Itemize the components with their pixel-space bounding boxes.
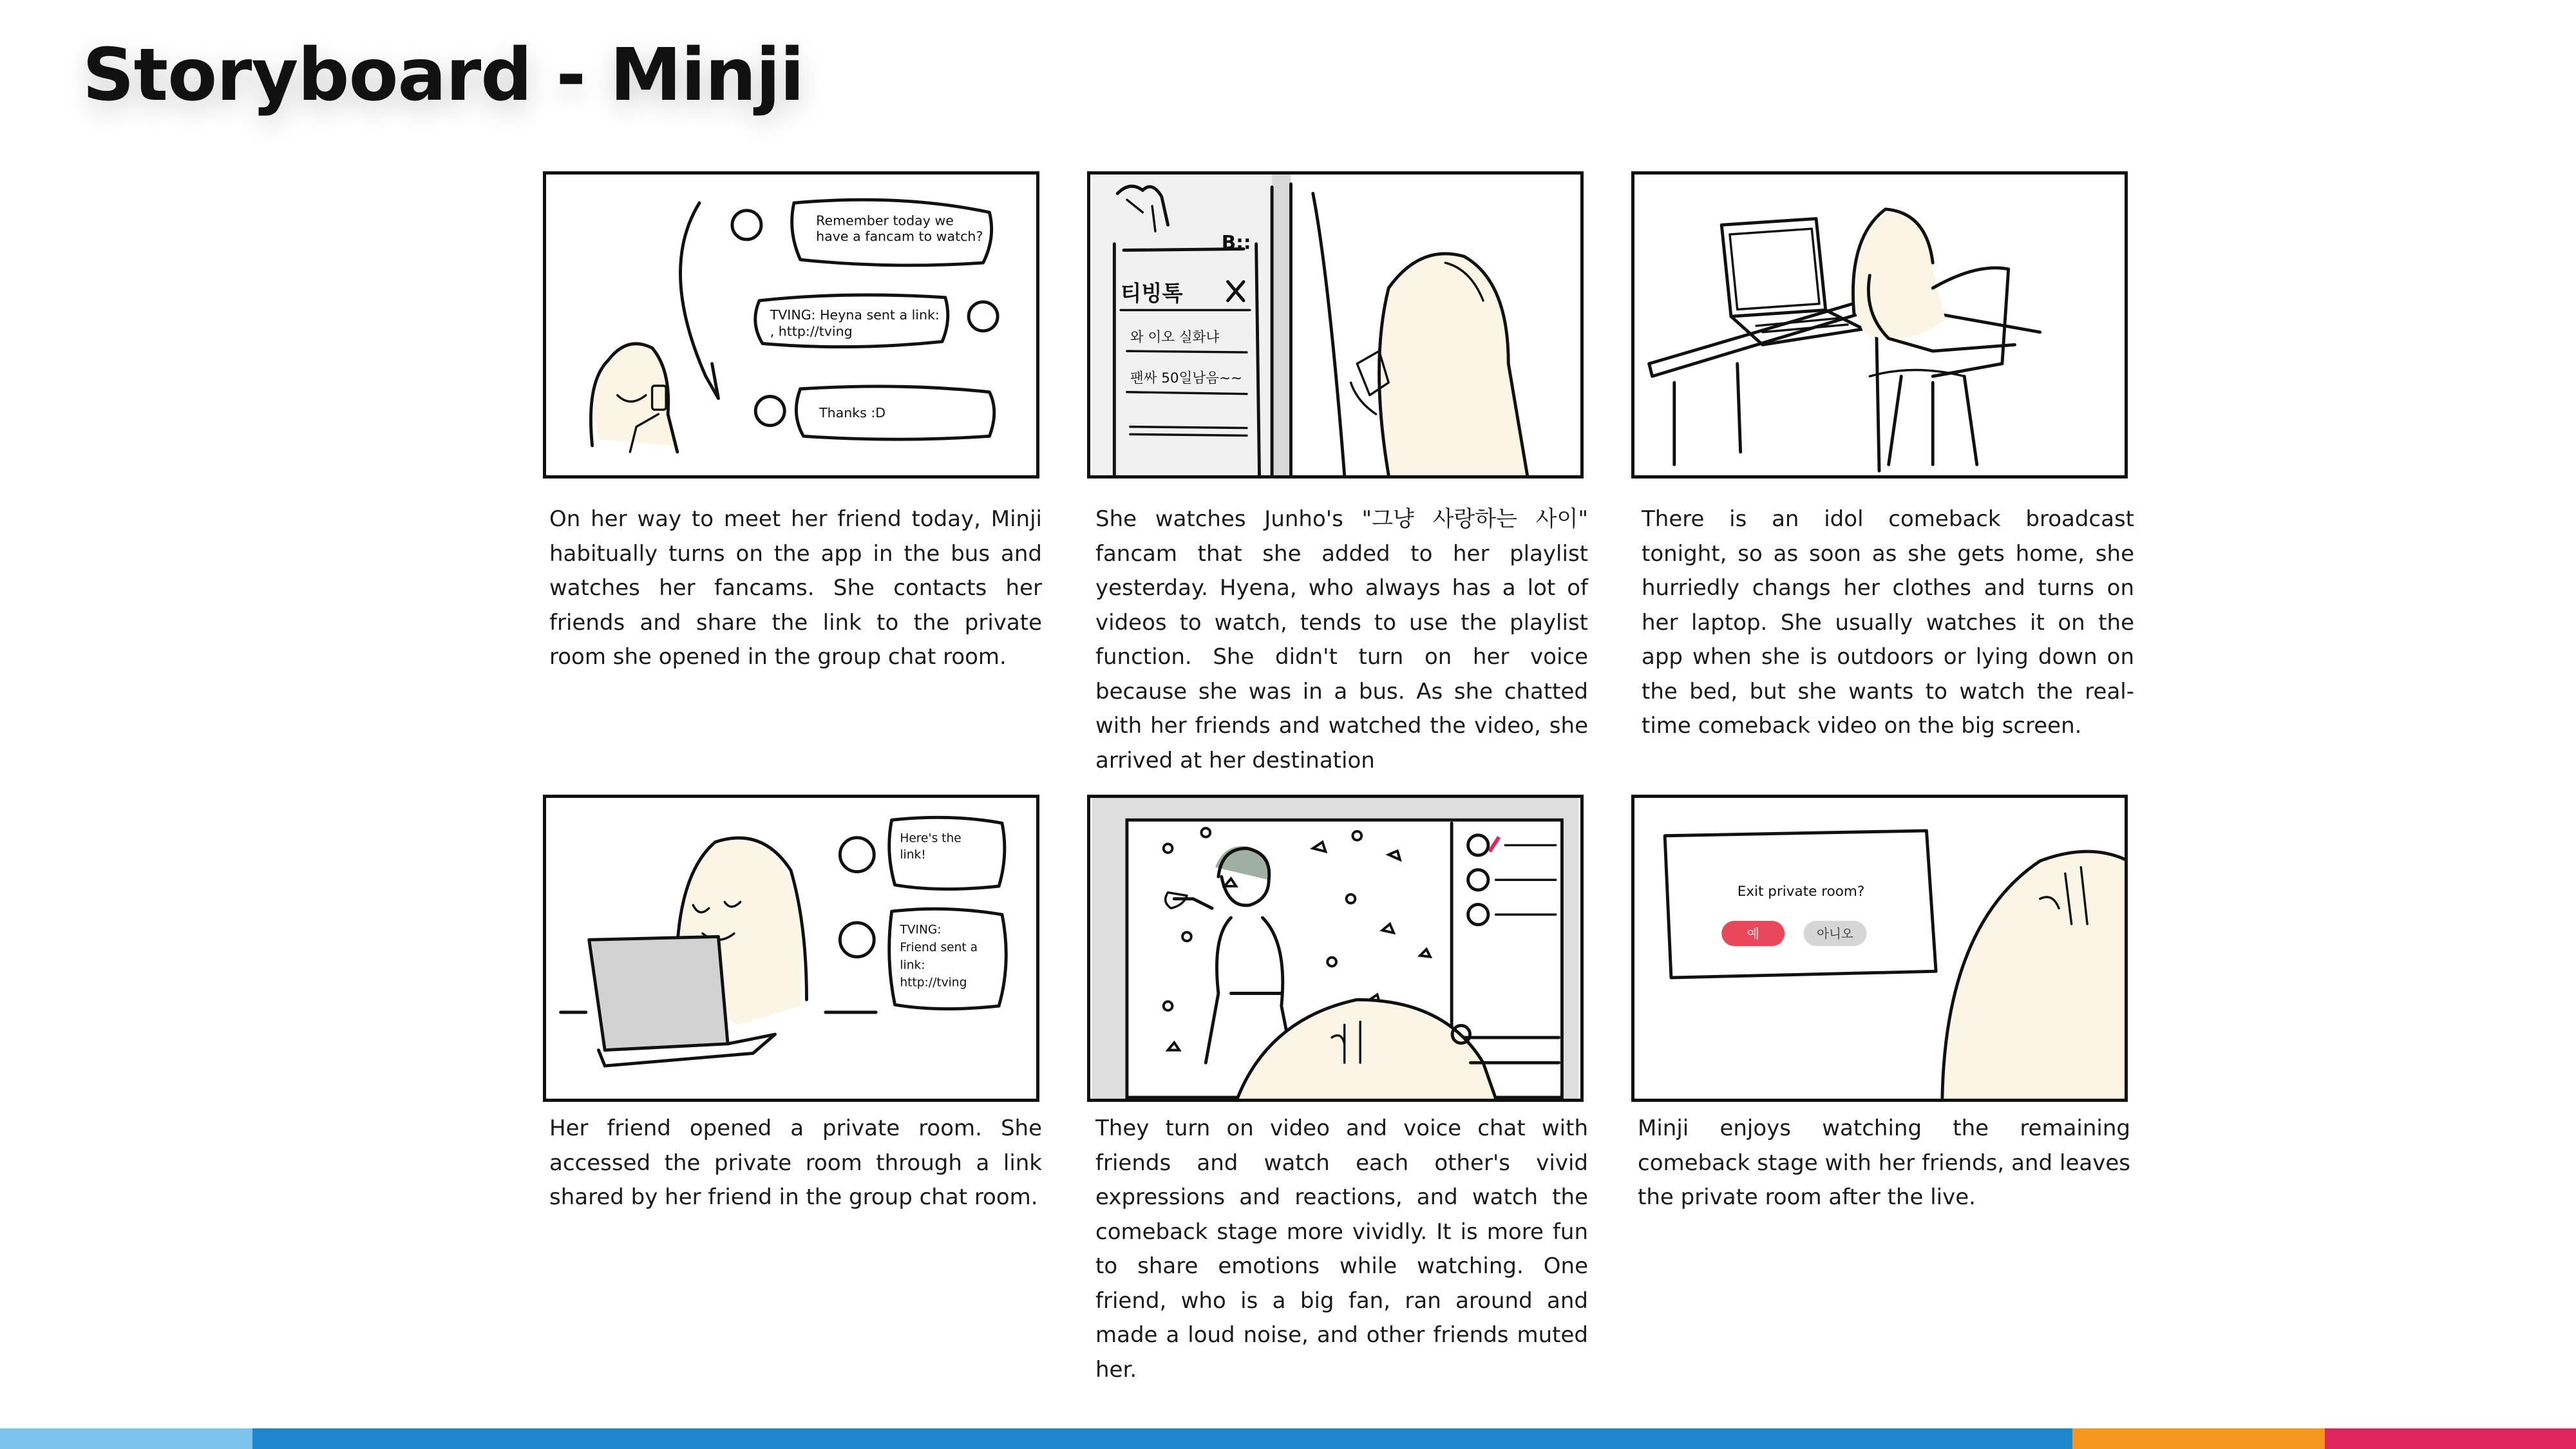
storyboard-panel-4 [543, 795, 1039, 1102]
panel-4-bubble-text-2: link! [900, 848, 926, 862]
bottom-bar-segment-blue [252, 1428, 2072, 1449]
bottom-bar-segment-pink [2325, 1428, 2576, 1449]
panel-1-bubble-text-3: TVING: Heyna sent a link: [770, 307, 940, 323]
panel-6-caption: Minji enjoys watching the remaining comeback stage with her friends, and leaves the private room after the live. [1638, 1115, 2130, 1210]
panel-4-bubble-text-3: TVING: [900, 923, 942, 937]
panel-6-sketch [1634, 798, 2125, 1099]
exit-dialog-question: Exit private room? [1737, 883, 1865, 900]
panel-3-caption: There is an idol comeback broadcast tonight, so as soon as she gets home, she hurriedly changs her clothes and turns on her laptop. She usually watches it on the app when she is outdoors or lying down on the bed, but she wants to watch the real-time comeback video on the big screen. [1642, 506, 2134, 739]
panel-1-bubble-text-4: , http://tving [770, 323, 853, 339]
panel-1-bubble-text-2: have a fancam to watch? [816, 228, 983, 244]
panel-2-phone-msg-2: 팬싸 50일남음~~ [1130, 370, 1243, 387]
panel-5-caption: They turn on video and voice chat with friends and watch each other's vivid expressions and reactions, and watch the comeback stage more vividly. It is more fun to share emotions while watching. One friend, who is a big fan, ran around and made a loud noise, and other friends muted her. [1095, 1115, 1588, 1383]
bottom-bar-segment-orange [2072, 1428, 2325, 1449]
panel-5-sketch [1090, 798, 1580, 1099]
panel-1-bubble-text-1: Remember today we [816, 213, 954, 229]
storyboard-panel-1 [543, 171, 1039, 478]
panel-3-sketch [1634, 175, 2125, 475]
panel-1-bubble-text-5: Thanks :D [819, 404, 886, 421]
panel-4-bubble-text-6: http://tving [900, 976, 967, 990]
panel-1-caption: On her way to meet her friend today, Minji habitually turns on the app in the bus and watches her fancams. She contacts her friends and share the link to the private room she opened in the group chat room. [549, 506, 1042, 670]
bottom-bar-segment-light-blue [0, 1428, 252, 1449]
exit-no-label: 아니오 [1817, 926, 1853, 942]
panel-4-bubble-text-1: Here's the [900, 831, 961, 846]
storyboard-panel-5 [1087, 795, 1584, 1102]
bottom-color-bar [0, 1428, 2576, 1449]
panel-4-caption: Her friend opened a private room. She accessed the private room through a link shared by her friend in the group chat room. [549, 1115, 1042, 1210]
panel-2-phone-msg-1: 와 이오 실화냐 [1130, 329, 1220, 346]
exit-yes-label: 예 [1747, 926, 1759, 942]
panel-4-bubble-text-4: Friend sent a [900, 940, 978, 954]
panel-4-bubble-text-5: link: [900, 958, 925, 972]
panel-1-sketch [546, 175, 1036, 475]
storyboard-panel-3 [1631, 171, 2128, 478]
svg-text:B::: B:: [1221, 231, 1251, 254]
panel-4-sketch [546, 798, 1036, 1099]
storyboard-panel-2 [1087, 171, 1584, 478]
storyboard-panel-6 [1631, 795, 2128, 1102]
page-title: Storyboard - Minji [82, 33, 804, 117]
panel-2-caption: She watches Junho's "그냥 사랑하는 사이" fancam that she added to her playlist yesterday. Hyena, who always has a lot of videos to watch, tends to use the playlist function. She didn't turn on her voice because she was in a bus. As she chatted with her friends and watched the video, she arrived at her destination [1095, 506, 1588, 773]
panel-2-phone-title: 티빙톡 [1121, 280, 1183, 306]
panel-2-sketch [1090, 175, 1580, 475]
